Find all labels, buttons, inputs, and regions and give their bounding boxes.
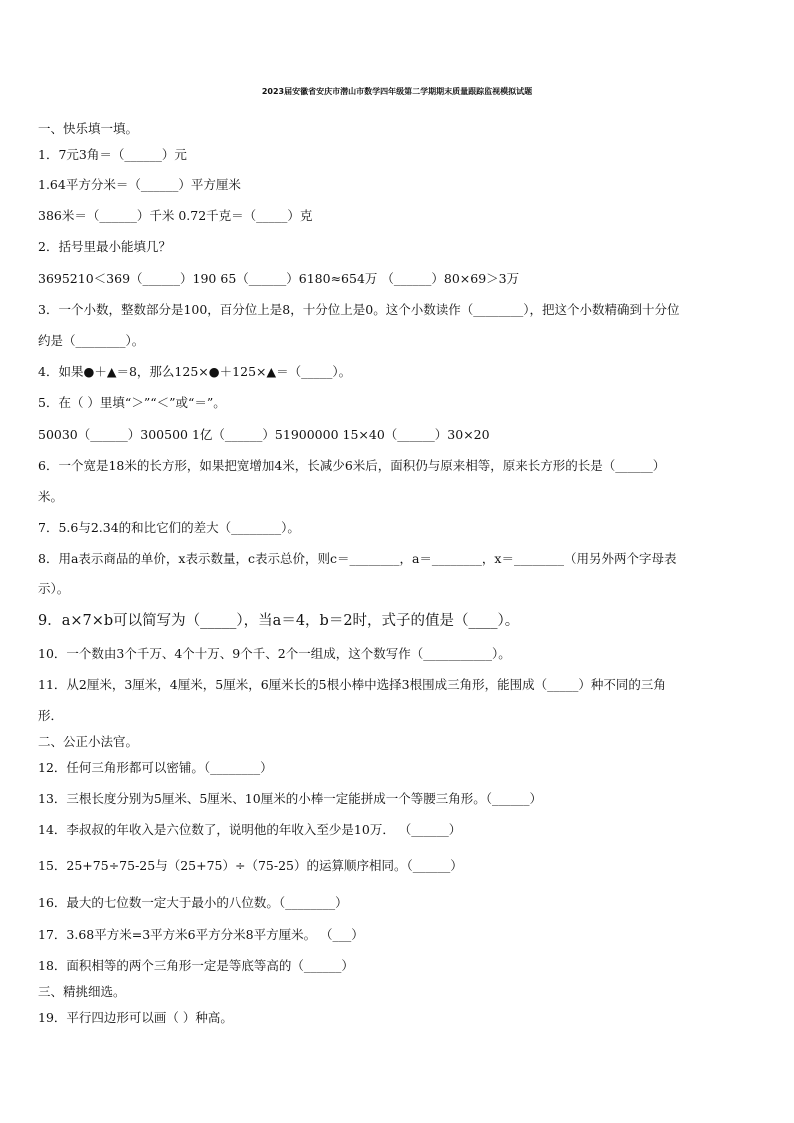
question-18: 18．面积相等的两个三角形一定是等底等高的（______） [38, 958, 354, 973]
question-3-line-2: 约是（________）。 [38, 333, 145, 348]
question-2: 2．括号里最小能填几？ [38, 239, 171, 254]
question-1-line-2: 1.64平方分米＝（______）平方厘米 [38, 177, 241, 192]
question-11-line-1: 11．从2厘米，3厘米，4厘米，5厘米，6厘米长的5根小棒中选择3根围成三角形，能围成（_____）种不同的三角 [38, 677, 666, 692]
question-14: 14．李叔叔的年收入是六位数了，说明他的年收入至少是10万． （______） [38, 822, 462, 837]
section-heading-1: 一、快乐填一填。 [38, 121, 139, 136]
question-12: 12．任何三角形都可以密铺。（________） [38, 760, 273, 775]
question-2-items: 3695210＜369（______）190 65（______）6180≈654万 （______）80×69＞3万 [38, 271, 520, 286]
question-11-line-2: 形． [38, 708, 64, 723]
question-16: 16．最大的七位数一定大于最小的八位数。（________） [38, 895, 348, 910]
question-15: 15．25+75÷75-25与（25+75）÷（75-25）的运算顺序相同。（______） [38, 858, 463, 873]
question-13: 13．三根长度分别为5厘米、5厘米、10厘米的小棒一定能拼成一个等腰三角形。（______） [38, 791, 542, 806]
question-1-line-1: 1．7元3角＝（______）元 [38, 147, 187, 162]
question-6-line-1: 6．一个宽是18米的长方形，如果把宽增加4米，长减少6米后，面积仍与原来相等，原来长方形的长是（______） [38, 458, 666, 473]
question-10: 10．一个数由3个千万、4个十万、9个千、2个一组成，这个数写作（___________）。 [38, 646, 511, 661]
question-5: 5．在（ ）里填“＞”“＜”或“＝”。 [38, 395, 226, 410]
question-6-line-2: 米。 [38, 489, 64, 504]
section-heading-2: 二、公正小法官。 [38, 734, 139, 749]
page-title: 2023届安徽省安庆市潜山市数学四年级第二学期期末质量跟踪监视模拟试题 [261, 87, 533, 96]
section-heading-3: 三、精挑细选。 [38, 984, 126, 999]
question-4: 4．如果●＋▲＝8，那么125×●＋125×▲＝（_____）。 [38, 364, 352, 379]
question-8-line-1: 8．用a表示商品的单价，x表示数量，c表示总价，则c＝________，a＝________，x＝________（用另外两个字母表 [38, 551, 677, 566]
question-17: 17．3.68平方米=3平方米6平方分米8平方厘米。 （___） [38, 927, 364, 942]
question-9: 9．a×7×b可以简写为（_____），当a＝4，b＝2时，式子的值是（____）。 [38, 613, 520, 629]
question-5-items: 50030（______）300500 1亿（______）51900000 15×40（______）30×20 [38, 427, 490, 442]
question-19: 19．平行四边形可以画（ ）种高。 [38, 1010, 233, 1025]
question-1-line-3: 386米＝（______）千米 0.72千克＝（_____）克 [38, 208, 313, 223]
question-3-line-1: 3．一个小数，整数部分是100，百分位上是8，十分位上是0。这个小数读作（________），把这个小数精确到十分位 [38, 302, 680, 317]
question-8-line-2: 示）。 [38, 581, 70, 596]
question-7: 7．5.6与2.34的和比它们的差大（________）。 [38, 520, 300, 535]
